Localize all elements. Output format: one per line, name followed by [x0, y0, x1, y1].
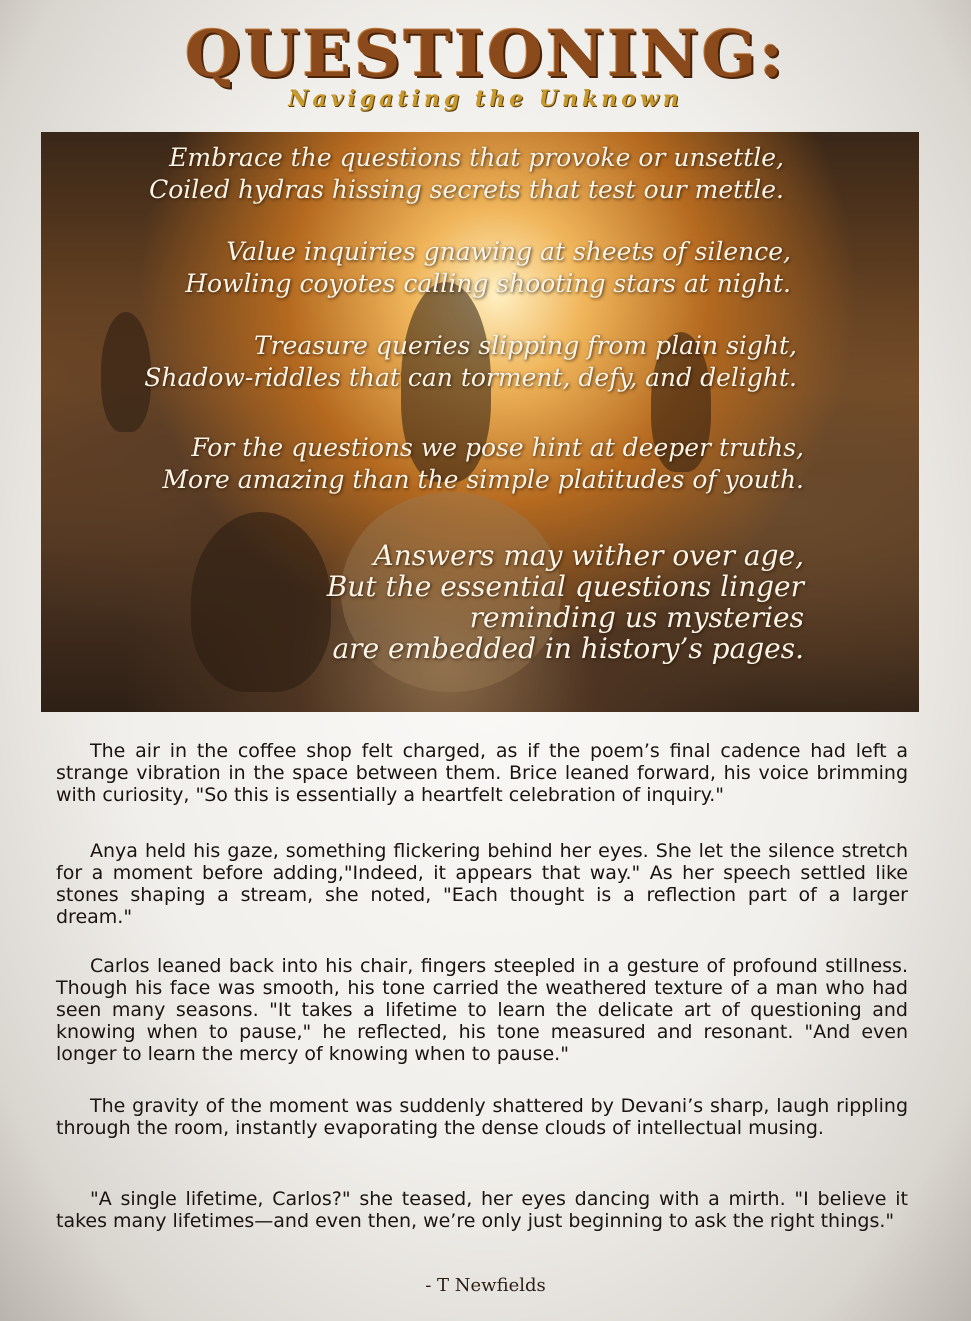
poem-line: But the essential questions linger — [326, 570, 804, 603]
poem-stanza-2 — [185, 236, 791, 300]
poem-line: Shadow-riddles that can torment, defy, and delight. — [144, 363, 797, 392]
prose-paragraph-3: Carlos leaned back into his chair, fingers steepled in a gesture of profound stillness. Though his face was smooth, his tone carried the weathered texture of a man who had seen many seasons. "It takes a lifetime to learn the delicate art of questioning and knowing when to pause," he reflected, his tone measured and resonant. "And even longer to learn the mercy of knowing when to pause." — [56, 955, 908, 1065]
poem-line: Treasure queries slipping from plain sight, — [253, 331, 797, 360]
prose-paragraph-4: The gravity of the moment was suddenly shattered by Devani’s sharp, laugh rippling through the room, instantly evaporating the dense clouds of intellectual musing. — [56, 1095, 908, 1139]
poem-stanza-4 — [162, 432, 804, 496]
poem-line: Answers may wither over age, — [373, 539, 804, 572]
poem-line: Value inquiries gnawing at sheets of silence, — [226, 237, 791, 266]
poem-stanza-3 — [144, 330, 797, 394]
poem-line: are embedded in history’s pages. — [332, 632, 804, 665]
poem-line: Howling coyotes calling shooting stars at night. — [185, 269, 791, 298]
poem-stanza-5 — [327, 540, 804, 664]
page-subtitle: Navigating the Unknown — [288, 86, 683, 112]
poem-line: Coiled hydras hissing secrets that test our mettle. — [149, 175, 784, 204]
prose-paragraph-5: "A single lifetime, Carlos?" she teased, her eyes dancing with a mirth. "I believe it takes many lifetimes—and even then, we’re only just beginning to ask the right things." — [56, 1188, 908, 1232]
poem-stanza-1 — [149, 142, 784, 206]
poem — [41, 132, 919, 712]
poem-line: Embrace the questions that provoke or unsettle, — [169, 143, 784, 172]
poem-image-panel — [41, 132, 919, 712]
poem-line: More amazing than the simple platitudes of youth. — [162, 465, 804, 494]
author-signature: - T Newfields — [425, 1275, 546, 1296]
poem-line: reminding us mysteries — [469, 601, 804, 634]
page-title: QUESTIONING: — [184, 17, 787, 92]
poem-line: For the questions we pose hint at deeper truths, — [191, 433, 804, 462]
prose-paragraph-1: The air in the coffee shop felt charged, as if the poem’s final cadence had left a strange vibration in the space between them. Brice leaned forward, his voice brimming with curiosity, "So this is essentially a heartfelt celebration of inquiry." — [56, 740, 908, 806]
prose-paragraph-2: Anya held his gaze, something flickering behind her eyes. She let the silence stretch for a moment before adding,"Indeed, it appears that way." As her speech settled like stones shaping a stream, she noted, "Each thought is a reflection part of a larger dream." — [56, 840, 908, 928]
